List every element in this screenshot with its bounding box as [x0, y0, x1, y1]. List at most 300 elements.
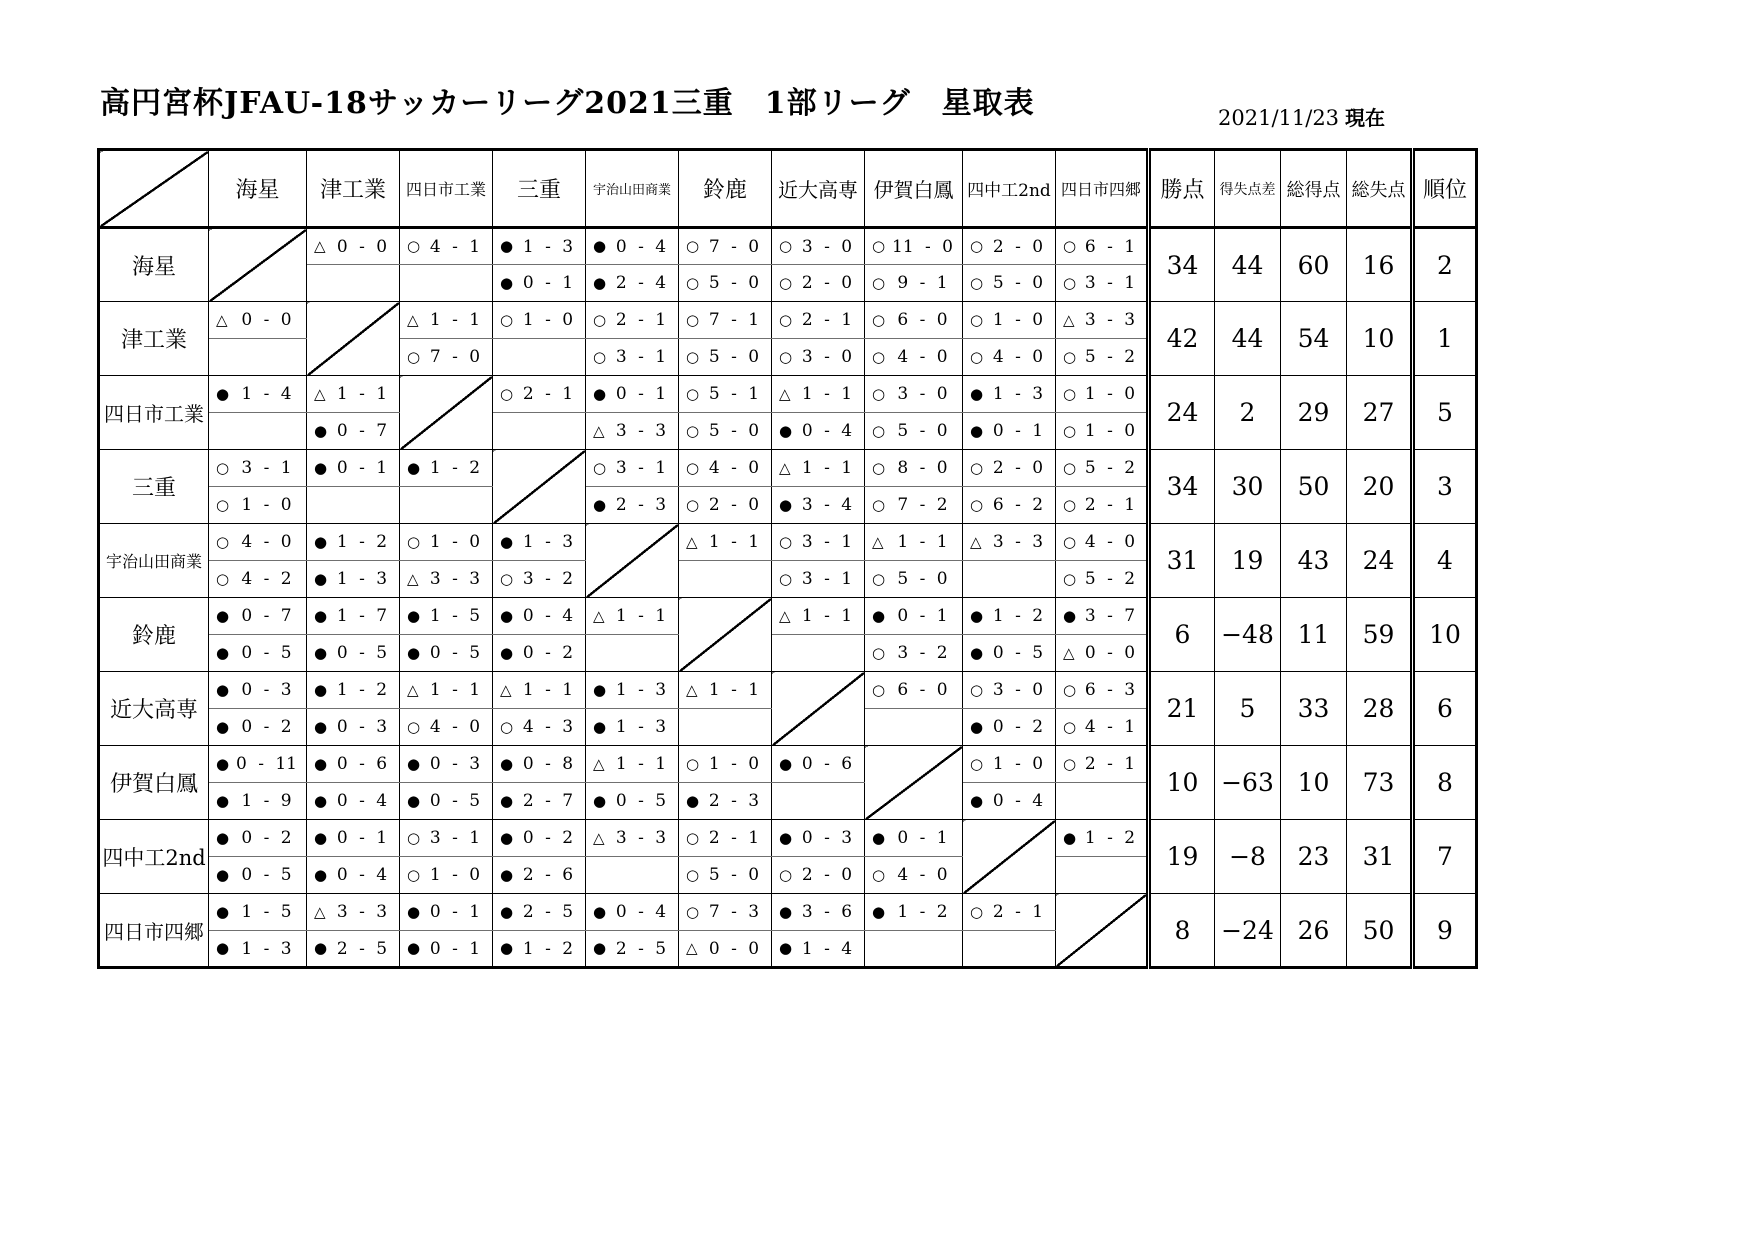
column-header-stat: 順位: [1413, 150, 1477, 228]
result-cell: [209, 598, 307, 635]
stat-value: 42: [1149, 302, 1215, 376]
as-of-note: [1218, 102, 1385, 131]
result-cell: [772, 635, 865, 672]
result-win-icon: ○: [1063, 569, 1077, 588]
result-loss-icon: ●: [593, 717, 607, 736]
result-loss-icon: ●: [216, 791, 230, 810]
result-loss-icon: ●: [407, 754, 421, 773]
result-win-icon: ○: [216, 532, 230, 551]
result-score: 2 - 3: [708, 791, 760, 811]
team-row: [99, 524, 1477, 561]
result-win-icon: ○: [970, 347, 984, 366]
stat-value: 34: [1149, 450, 1215, 524]
result-loss-icon: ●: [779, 939, 793, 957]
result-score: 1 - 0: [1084, 384, 1136, 404]
stat-value: 29: [1281, 376, 1347, 450]
result-win-icon: ○: [407, 347, 421, 366]
result-cell: [400, 339, 493, 376]
result-score: 2 - 0: [801, 273, 853, 293]
result-score: 3 - 0: [897, 384, 948, 404]
result-draw-icon: △: [779, 458, 791, 477]
result-win-icon: ○: [686, 421, 700, 440]
result-cell: [586, 672, 679, 709]
result-loss-icon: ●: [779, 902, 793, 921]
result-cell: [586, 820, 679, 857]
stat-value: 6: [1149, 598, 1215, 672]
result-score: 0 - 3: [429, 754, 481, 774]
result-win-icon: ○: [500, 717, 514, 736]
stat-value: 54: [1281, 302, 1347, 376]
result-loss-icon: ●: [500, 939, 514, 957]
column-header-team: 宇治山田商業: [586, 150, 679, 228]
result-cell: [307, 598, 400, 635]
result-win-icon: ○: [1063, 347, 1077, 366]
result-loss-icon: ●: [314, 754, 328, 773]
row-header-team: 伊賀白鳳: [99, 746, 209, 820]
result-win-icon: ○: [686, 754, 700, 773]
result-loss-icon: ●: [970, 606, 984, 625]
result-score: 1 - 0: [241, 495, 292, 515]
result-cell: [400, 931, 493, 968]
result-cell: [400, 894, 493, 931]
self-match-diagonal-cell: [772, 672, 865, 746]
result-cell: [586, 376, 679, 413]
result-cell: [865, 302, 963, 339]
result-score: 1 - 1: [522, 680, 574, 700]
result-loss-icon: ●: [970, 643, 984, 662]
result-loss-icon: ●: [407, 939, 421, 957]
result-win-icon: ○: [686, 273, 700, 292]
result-score: 4 - 0: [429, 717, 481, 737]
result-score: 7 - 2: [897, 495, 948, 515]
result-score: 9 - 1: [897, 273, 948, 293]
result-score: 0 - 2: [241, 828, 292, 848]
result-win-icon: ○: [970, 680, 984, 699]
result-loss-icon: ●: [872, 828, 886, 847]
result-loss-icon: ●: [407, 643, 421, 662]
result-score: 0 - 3: [336, 717, 388, 737]
result-score: 1 - 1: [801, 606, 853, 626]
result-cell: [679, 672, 772, 709]
result-cell: [679, 450, 772, 487]
result-cell: [772, 894, 865, 931]
result-score: 3 - 3: [429, 569, 481, 589]
result-cell: [586, 709, 679, 746]
result-loss-icon: ●: [970, 791, 984, 810]
result-score: 0 - 2: [241, 717, 292, 737]
result-score: 0 - 1: [992, 421, 1044, 441]
row-header-team: 四中工2nd: [99, 820, 209, 894]
stat-value: 4: [1413, 524, 1477, 598]
stat-value: 50: [1281, 450, 1347, 524]
stat-value: 44: [1215, 302, 1281, 376]
result-cell: [772, 783, 865, 820]
result-cell: [586, 339, 679, 376]
result-win-icon: ○: [686, 865, 700, 884]
result-cell: [679, 413, 772, 450]
result-cell: [865, 450, 963, 487]
result-score: 0 - 4: [336, 865, 388, 885]
result-win-icon: ○: [407, 865, 421, 884]
result-draw-icon: △: [314, 902, 326, 921]
result-cell: [493, 783, 586, 820]
result-cell: [586, 635, 679, 672]
result-score: 2 - 4: [615, 273, 667, 293]
result-win-icon: ○: [500, 310, 514, 329]
result-win-icon: ○: [970, 458, 984, 477]
result-score: 0 - 5: [336, 643, 388, 663]
result-score: 6 - 3: [1084, 680, 1136, 700]
result-draw-icon: △: [1063, 310, 1075, 329]
result-win-icon: ○: [872, 680, 886, 699]
stat-value: 10: [1149, 746, 1215, 820]
result-win-icon: ○: [970, 237, 984, 255]
result-loss-icon: ●: [500, 643, 514, 662]
result-loss-icon: ●: [593, 237, 607, 255]
result-draw-icon: △: [593, 754, 605, 773]
result-win-icon: ○: [872, 310, 886, 329]
result-loss-icon: ●: [314, 680, 328, 699]
result-cell: [963, 672, 1056, 709]
result-cell: [963, 709, 1056, 746]
team-row: [99, 302, 1477, 339]
result-cell: [586, 265, 679, 302]
result-loss-icon: ●: [500, 532, 514, 551]
result-loss-icon: ●: [1063, 828, 1077, 847]
result-score: 1 - 3: [615, 717, 667, 737]
stat-value: 2: [1215, 376, 1281, 450]
result-cell: [307, 709, 400, 746]
result-cell: [586, 228, 679, 265]
column-header-team: 四日市工業: [400, 150, 493, 228]
result-score: 3 - 2: [522, 569, 574, 589]
result-score: 0 - 1: [897, 606, 948, 626]
stat-value: 59: [1347, 598, 1413, 672]
result-loss-icon: ●: [779, 754, 793, 773]
result-score: 0 - 6: [801, 754, 853, 774]
stat-value: 28: [1347, 672, 1413, 746]
result-score: 1 - 0: [522, 310, 574, 330]
row-header-team: 三重: [99, 450, 209, 524]
result-cell: [679, 746, 772, 783]
result-cell: [307, 635, 400, 672]
result-score: 6 - 1: [1084, 236, 1136, 257]
result-score: 7 - 3: [708, 902, 760, 922]
result-win-icon: ○: [970, 902, 984, 921]
result-cell: [772, 746, 865, 783]
result-score: 3 - 1: [615, 347, 667, 367]
result-draw-icon: △: [407, 680, 419, 699]
result-cell: [679, 783, 772, 820]
result-win-icon: ○: [1063, 237, 1077, 255]
result-cell: [772, 265, 865, 302]
result-win-icon: ○: [407, 828, 421, 847]
result-cell: [493, 709, 586, 746]
result-score: 1 - 1: [336, 384, 388, 404]
result-cell: [772, 598, 865, 635]
result-win-icon: ○: [779, 310, 793, 329]
result-score: 1 - 5: [241, 902, 292, 922]
result-cell: [307, 857, 400, 894]
result-win-icon: ○: [970, 310, 984, 329]
result-cell: [586, 302, 679, 339]
result-cell: [963, 413, 1056, 450]
result-score: 0 - 4: [992, 791, 1044, 811]
result-loss-icon: ●: [407, 791, 421, 810]
result-score: 4 - 1: [1084, 717, 1136, 737]
result-score: 1 - 4: [241, 384, 292, 404]
result-win-icon: ○: [872, 421, 886, 440]
result-score: 5 - 0: [897, 569, 948, 589]
row-header-team: 鈴鹿: [99, 598, 209, 672]
result-score: 1 - 0: [429, 532, 481, 552]
result-score: 1 - 2: [992, 606, 1044, 626]
result-cell: [400, 524, 493, 561]
result-loss-icon: ●: [593, 939, 607, 957]
result-cell: [963, 302, 1056, 339]
result-score: 1 - 1: [615, 754, 667, 774]
result-cell: [963, 746, 1056, 783]
result-score: 1 - 0: [992, 754, 1044, 774]
result-cell: [493, 894, 586, 931]
stat-value: 44: [1215, 228, 1281, 302]
result-cell: [1056, 450, 1149, 487]
result-score: 2 - 1: [1084, 495, 1136, 515]
result-score: 0 - 1: [336, 828, 388, 848]
stat-value: −8: [1215, 820, 1281, 894]
result-cell: [1056, 598, 1149, 635]
result-score: 1 - 7: [336, 606, 388, 626]
stat-value: 23: [1281, 820, 1347, 894]
result-draw-icon: △: [872, 532, 884, 551]
result-cell: [772, 820, 865, 857]
result-cell: [963, 228, 1056, 265]
result-cell: [679, 228, 772, 265]
result-loss-icon: ●: [216, 828, 230, 847]
column-header-team: 四中工2nd: [963, 150, 1056, 228]
result-win-icon: ○: [593, 310, 607, 329]
result-cell: [586, 450, 679, 487]
result-cell: [209, 413, 307, 450]
result-cell: [209, 857, 307, 894]
result-loss-icon: ●: [779, 828, 793, 847]
result-score: 1 - 2: [1084, 828, 1136, 848]
result-cell: [209, 450, 307, 487]
result-win-icon: ○: [686, 902, 700, 921]
result-score: 5 - 0: [708, 865, 760, 885]
result-win-icon: ○: [1063, 754, 1077, 773]
result-cell: [772, 857, 865, 894]
stat-value: 8: [1149, 894, 1215, 968]
result-loss-icon: ●: [500, 902, 514, 921]
result-score: 0 - 7: [336, 421, 388, 441]
result-score: 7 - 0: [708, 236, 760, 257]
stat-value: 21: [1149, 672, 1215, 746]
result-loss-icon: ●: [216, 606, 230, 625]
result-cell: [400, 635, 493, 672]
result-loss-icon: ●: [500, 865, 514, 884]
self-match-diagonal-cell: [307, 302, 400, 376]
result-score: 1 - 3: [615, 680, 667, 700]
result-score: 3 - 4: [801, 495, 853, 515]
result-draw-icon: △: [779, 384, 791, 403]
result-score: 3 - 1: [429, 828, 481, 848]
result-cell: [400, 302, 493, 339]
result-score: 6 - 2: [992, 495, 1044, 515]
result-cell: [865, 561, 963, 598]
result-score: 4 - 0: [992, 347, 1044, 367]
column-header-team: 四日市四郷: [1056, 150, 1149, 228]
result-win-icon: ○: [872, 643, 886, 662]
result-score: 1 - 2: [522, 938, 574, 959]
result-win-icon: ○: [500, 384, 514, 403]
self-match-diagonal-cell: [209, 228, 307, 302]
result-score: 1 - 3: [992, 384, 1044, 404]
stat-value: 9: [1413, 894, 1477, 968]
result-score: 1 - 3: [241, 938, 292, 959]
result-win-icon: ○: [1063, 384, 1077, 403]
result-score: 2 - 0: [708, 495, 760, 515]
result-cell: [679, 561, 772, 598]
stat-value: 34: [1149, 228, 1215, 302]
result-score: 3 - 7: [1084, 606, 1136, 626]
result-cell: [400, 487, 493, 524]
result-win-icon: ○: [1063, 458, 1077, 477]
result-win-icon: ○: [872, 384, 886, 403]
result-loss-icon: ●: [216, 717, 230, 736]
self-match-diagonal-cell: [400, 376, 493, 450]
result-score: 4 - 0: [897, 347, 948, 367]
result-cell: [679, 265, 772, 302]
result-loss-icon: ●: [314, 791, 328, 810]
result-loss-icon: ●: [779, 495, 793, 514]
stat-value: 31: [1149, 524, 1215, 598]
result-cell: [963, 450, 1056, 487]
result-cell: [209, 931, 307, 968]
result-score: 7 - 1: [708, 310, 760, 330]
stat-value: 50: [1347, 894, 1413, 968]
result-loss-icon: ●: [314, 939, 328, 957]
result-cell: [865, 524, 963, 561]
result-cell: [209, 709, 307, 746]
result-score: 2 - 0: [992, 458, 1044, 478]
result-win-icon: ○: [779, 569, 793, 588]
result-score: 1 - 1: [429, 310, 481, 330]
result-score: 0 - 1: [429, 902, 481, 922]
result-win-icon: ○: [407, 237, 421, 255]
result-loss-icon: ●: [314, 569, 328, 588]
result-cell: [493, 672, 586, 709]
result-loss-icon: ●: [407, 458, 421, 477]
result-score: 2 - 7: [522, 791, 574, 811]
as-of-label: 現在: [1345, 106, 1386, 130]
result-cell: [209, 820, 307, 857]
result-cell: [1056, 635, 1149, 672]
result-score: 1 - 1: [615, 606, 667, 626]
result-cell: [307, 376, 400, 413]
result-loss-icon: ●: [970, 384, 984, 403]
stat-value: 33: [1281, 672, 1347, 746]
result-cell: [400, 783, 493, 820]
self-match-diagonal-cell: [963, 820, 1056, 894]
result-cell: [865, 487, 963, 524]
result-cell: [679, 820, 772, 857]
result-cell: [209, 302, 307, 339]
stat-value: 7: [1413, 820, 1477, 894]
result-score: 5 - 0: [708, 421, 760, 441]
result-score: 2 - 3: [615, 495, 667, 515]
result-cell: [493, 931, 586, 968]
result-cell: [493, 598, 586, 635]
result-score: 6 - 0: [897, 680, 948, 700]
result-cell: [865, 857, 963, 894]
result-cell: [1056, 857, 1149, 894]
team-row: [99, 894, 1477, 931]
result-score: 1 - 0: [708, 754, 760, 774]
result-score: 4 - 0: [708, 458, 760, 478]
result-cell: [400, 228, 493, 265]
result-win-icon: ○: [1063, 495, 1077, 514]
result-score: 2 - 0: [992, 236, 1044, 257]
result-win-icon: ○: [686, 495, 700, 514]
column-header-team: 近大高専: [772, 150, 865, 228]
result-score: 5 - 0: [708, 273, 760, 293]
result-score: 2 - 1: [1084, 754, 1136, 774]
result-cell: [586, 487, 679, 524]
result-score: 1 - 1: [429, 680, 481, 700]
result-score: 4 - 3: [522, 717, 574, 737]
result-score: 2 - 5: [336, 938, 388, 959]
result-cell: [493, 228, 586, 265]
row-header-team: 津工業: [99, 302, 209, 376]
result-score: 1 - 2: [897, 902, 948, 922]
result-loss-icon: ●: [593, 273, 607, 292]
result-win-icon: ○: [872, 495, 886, 514]
result-loss-icon: ●: [593, 495, 607, 514]
result-win-icon: ○: [970, 273, 984, 292]
result-loss-icon: ●: [500, 606, 514, 625]
result-win-icon: ○: [872, 458, 886, 477]
result-score: 0 - 2: [522, 643, 574, 663]
team-row: [99, 450, 1477, 487]
result-cell: [400, 672, 493, 709]
column-header-team: 海星: [209, 150, 307, 228]
result-score: 0 - 7: [241, 606, 292, 626]
corner-diagonal-cell: [99, 150, 209, 228]
column-header-stat: 総失点: [1347, 150, 1413, 228]
result-score: 3 - 1: [1084, 273, 1136, 293]
result-score: 0 - 2: [992, 717, 1044, 737]
result-cell: [307, 894, 400, 931]
result-cell: [1056, 783, 1149, 820]
result-score: 1 - 4: [801, 938, 853, 959]
result-score: 11 - 0: [892, 236, 953, 257]
result-cell: [679, 709, 772, 746]
result-cell: [963, 894, 1056, 931]
result-draw-icon: △: [593, 828, 605, 847]
result-cell: [865, 709, 963, 746]
result-score: 0 - 4: [615, 902, 667, 922]
result-cell: [400, 857, 493, 894]
stat-value: 26: [1281, 894, 1347, 968]
result-score: 1 - 5: [429, 606, 481, 626]
result-score: 5 - 2: [1084, 347, 1136, 367]
result-score: 0 - 4: [801, 421, 853, 441]
stat-value: 30: [1215, 450, 1281, 524]
result-score: 1 - 1: [801, 458, 853, 478]
result-cell: [586, 413, 679, 450]
stat-value: 43: [1281, 524, 1347, 598]
